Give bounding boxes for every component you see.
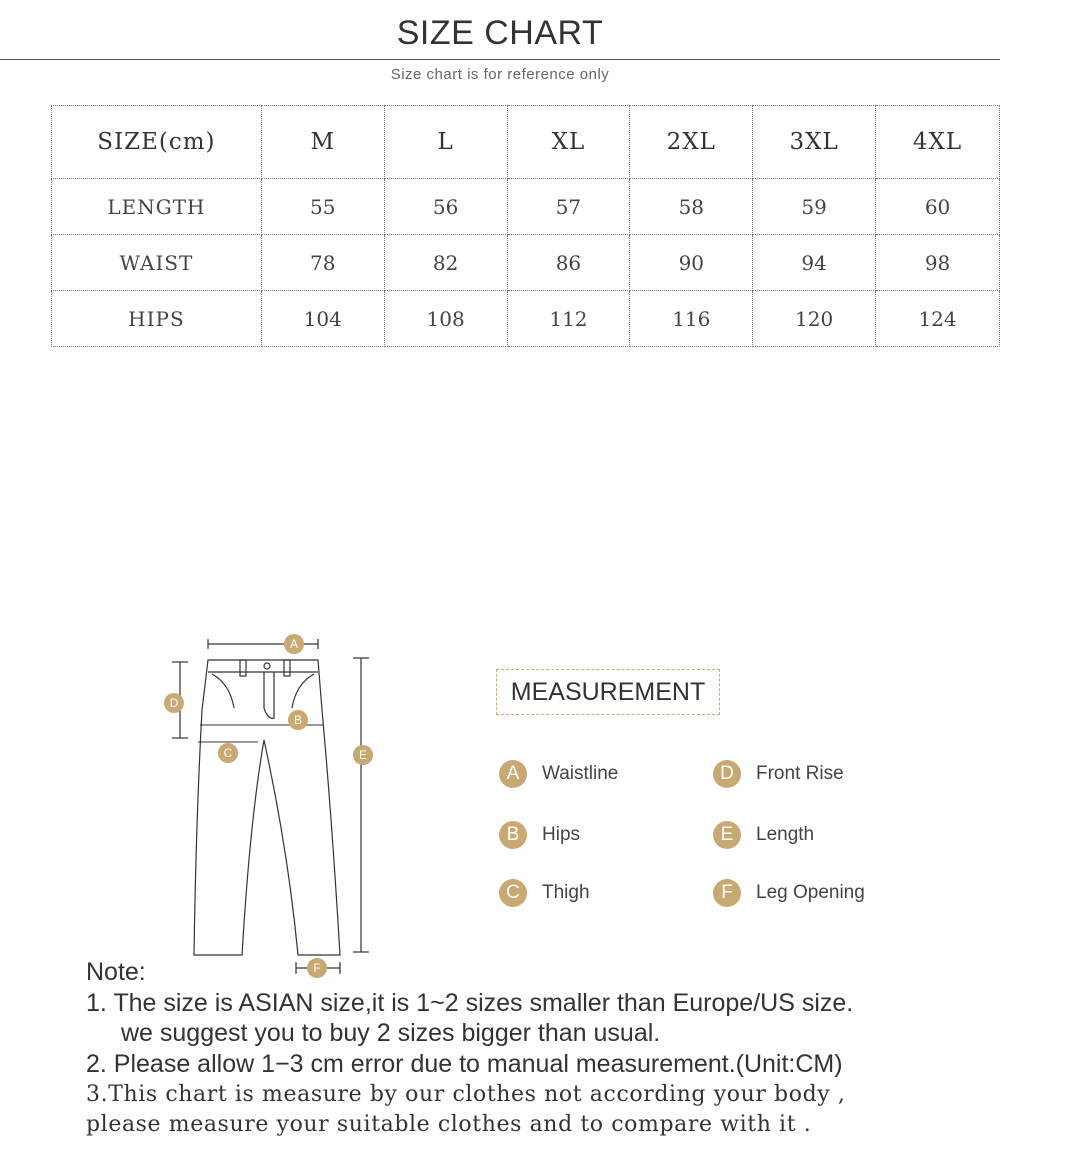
letter-badge: C [499, 879, 527, 907]
table-cell: 94 [753, 235, 876, 291]
svg-text:A: A [289, 637, 299, 651]
column-header: L [384, 106, 507, 179]
column-header: SIZE(cm) [52, 106, 262, 179]
table-cell: 120 [753, 291, 876, 347]
table-cell: 57 [507, 179, 630, 235]
svg-text:C: C [223, 746, 233, 760]
row-label: LENGTH [52, 179, 262, 235]
measurement-title: MEASUREMENT [496, 669, 720, 715]
legend-label: Hips [542, 824, 581, 845]
note-line: 2. Please allow 1−3 cm error due to manual measurement.(Unit:CM) [86, 1050, 843, 1078]
fly-line [264, 672, 274, 718]
letter-badge: B [499, 821, 527, 849]
legend-label: Leg Opening [756, 882, 865, 903]
legend-label: Length [756, 824, 815, 845]
table-cell: 86 [507, 235, 630, 291]
table-cell: 108 [384, 291, 507, 347]
pocket-line [292, 674, 314, 708]
pocket-line [212, 674, 234, 708]
table-cell: 60 [876, 179, 1000, 235]
note-line: 1. The size is ASIAN size,it is 1~2 sizes smaller than Europe/US size. [86, 989, 854, 1017]
marker-b [288, 710, 308, 730]
legend-item-hips [499, 821, 580, 849]
column-header: XL [507, 106, 630, 179]
letter-badge: A [499, 760, 527, 788]
table-cell: 116 [630, 291, 753, 347]
table-cell: 104 [261, 291, 384, 347]
svg-text:B: B [293, 713, 303, 727]
table-cell: 56 [384, 179, 507, 235]
page-title: SIZE CHART [396, 14, 604, 52]
table-cell: 124 [876, 291, 1000, 347]
note-line: we suggest you to buy 2 sizes bigger than usual. [121, 1019, 661, 1047]
table-cell: 78 [261, 235, 384, 291]
legend-item-waistline [499, 760, 618, 788]
size-table-header [52, 106, 1000, 179]
column-header: M [261, 106, 384, 179]
letter-badge: E [713, 821, 741, 849]
svg-text:F: F [313, 961, 321, 975]
pants-outline [194, 660, 340, 955]
note-line: please measure your suitable clothes and to compare with it . [86, 1112, 812, 1137]
letter-badge: D [713, 760, 741, 788]
svg-text:D: D [169, 696, 179, 710]
table-cell: 55 [261, 179, 384, 235]
table-cell: 58 [630, 179, 753, 235]
table-cell: 112 [507, 291, 630, 347]
note-heading: Note: [86, 958, 146, 986]
belt-loop [240, 660, 246, 676]
page-subtitle: Size chart is for reference only [390, 66, 610, 83]
table-row [52, 179, 1000, 235]
legend-item-leg-opening [713, 879, 865, 907]
svg-text:E: E [358, 748, 368, 762]
table-row [52, 235, 1000, 291]
legend-label: Thigh [542, 882, 590, 903]
column-header: 3XL [753, 106, 876, 179]
letter-badge: F [713, 879, 741, 907]
marker-a [284, 634, 304, 654]
table-cell: 98 [876, 235, 1000, 291]
legend-item-thigh [499, 879, 590, 907]
legend-item-length [713, 821, 814, 849]
legend-label: Waistline [542, 763, 619, 784]
legend-label: Front Rise [756, 763, 844, 784]
row-label: HIPS [52, 291, 262, 347]
title-divider [0, 59, 1000, 60]
legend-item-front-rise [713, 760, 844, 788]
table-cell: 90 [630, 235, 753, 291]
note-line: 3.This chart is measure by our clothes not according your body , [86, 1082, 846, 1107]
table-row [52, 291, 1000, 347]
pants-diagram [150, 620, 390, 980]
marker-f [307, 958, 327, 978]
marker-c [218, 743, 238, 763]
column-header: 2XL [630, 106, 753, 179]
row-label: WAIST [52, 235, 262, 291]
belt-loop [284, 660, 290, 676]
size-table [51, 105, 1000, 347]
marker-e [353, 745, 373, 765]
table-cell: 82 [384, 235, 507, 291]
table-cell: 59 [753, 179, 876, 235]
button-mark [264, 663, 270, 669]
column-header: 4XL [876, 106, 1000, 179]
marker-d [164, 693, 184, 713]
